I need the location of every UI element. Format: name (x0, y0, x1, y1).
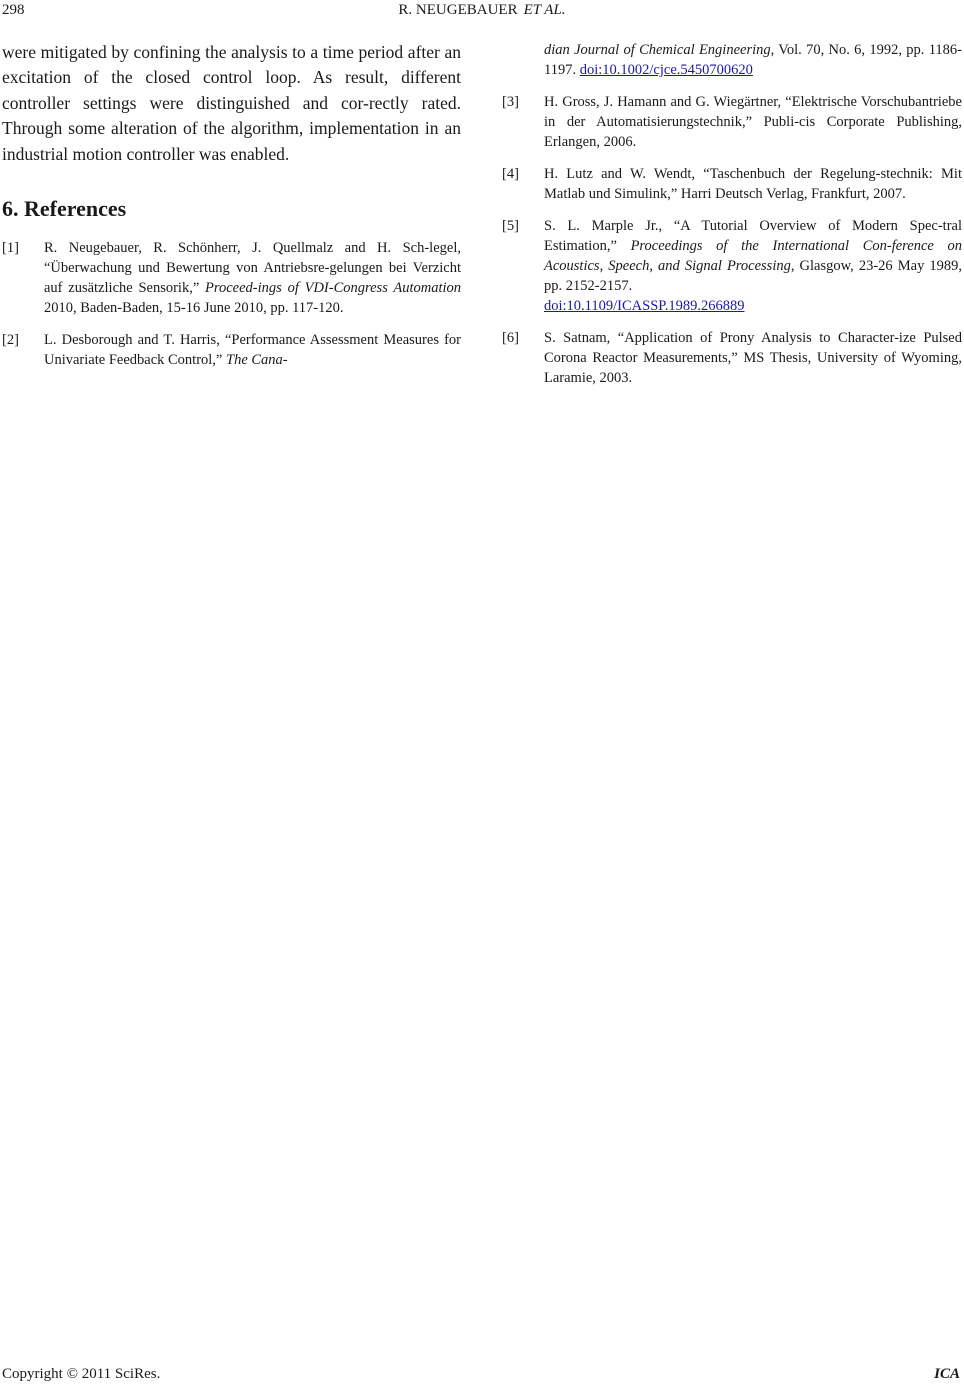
reference-text: S. L. Marple Jr., “A Tutorial Overview of Modern Spec-tral Estimation,” (544, 218, 962, 254)
reference-journal-italic: dian Journal of Chemical Engineering (544, 42, 771, 58)
section-heading-references: 6. References (2, 196, 127, 222)
reference-text: S. Satnam, “Application of Prony Analysis to Character-ize Pulsed Corona Reactor Measurements,” MS Thesis, University of Wyoming, Laramie, 2003. (544, 330, 962, 386)
reference-1 (2, 238, 461, 318)
reference-text: L. Desborough and T. Harris, “Performance Assessment Measures for Univariate Feedback Control,” (44, 332, 461, 369)
reference-list-left (2, 238, 461, 370)
reference-title-italic: Proceedings of the International Con-ference on Acoustics (544, 238, 962, 274)
page-footer (0, 1364, 964, 1386)
reference-2-continued (502, 40, 962, 80)
reference-text: 2010, Baden-Baden, 15-16 June 2010, pp. 117-120. (44, 300, 344, 317)
reference-4 (502, 164, 962, 204)
right-column (502, 40, 962, 400)
reference-number: [1] (2, 240, 19, 257)
doi-link-2[interactable]: doi:10.1002/cjce.5450700620 (579, 62, 753, 78)
reference-6 (502, 328, 962, 388)
reference-title-italic: The Cana- (226, 352, 288, 369)
running-head (0, 0, 964, 20)
journal-abbreviation: ICA (934, 1366, 960, 1382)
reference-number: [5] (502, 218, 519, 234)
reference-number: [3] (502, 94, 519, 110)
reference-number: [6] (502, 330, 519, 346)
reference-text: , Glasgow, 23-26 May 1989, pp. 2152-2157. (544, 258, 962, 294)
reference-number: [4] (502, 166, 519, 182)
doi-link-5[interactable]: doi:10.1109/ICASSP.1989.266889 (544, 298, 745, 314)
reference-3 (502, 92, 962, 152)
copyright-notice: Copyright © 2011 SciRes. (2, 1366, 161, 1382)
reference-sep: , (599, 258, 609, 274)
body-paragraph: were mitigated by confining the analysis to a time period after an excitation of the closed control loop. As result, different controller settings were distinguished and cor-rectly rated. Through some alteration of the algorithm, implementation in an industrial motion controller was enabled. (2, 42, 461, 164)
reference-title-italic: Speech (608, 258, 650, 274)
reference-text: H. Gross, J. Hamann and G. Wiegärtner, “Elektrische Vorschubantriebe in der Automatisierungstechnik,” Publi-cis Corporate Publishing, Erlangen, 2006. (544, 94, 962, 150)
reference-2 (2, 330, 461, 370)
reference-5 (502, 216, 962, 316)
reference-text: , Vol. 70, No. 6, 1992, pp. 1186-1197. (544, 42, 962, 78)
left-column (2, 40, 461, 382)
reference-title-italic: Proceed-ings of VDI-Congress Automation (205, 280, 462, 297)
page-number: 298 (2, 2, 25, 18)
running-head-et-al: ET AL. (523, 2, 566, 18)
reference-number: [2] (2, 332, 19, 349)
reference-text: R. Neugebauer, R. Schönherr, J. Quellmalz and H. Sch-legel, “Überwachung und Bewertung von Antriebsre-gelungen bei Verzicht auf zusätzliche Sensorik,” (44, 240, 461, 297)
running-head-authors: R. NEUGEBAUER (398, 2, 518, 18)
reference-text: H. Lutz and W. Wendt, “Taschenbuch der Regelung-stechnik: Mit Matlab und Simulink,” Harri Deutsch Verlag, Frankfurt, 2007. (544, 166, 962, 202)
page-header (0, 0, 964, 24)
reference-sep: , (649, 258, 659, 274)
reference-title-italic: and Signal Processing (658, 258, 791, 274)
